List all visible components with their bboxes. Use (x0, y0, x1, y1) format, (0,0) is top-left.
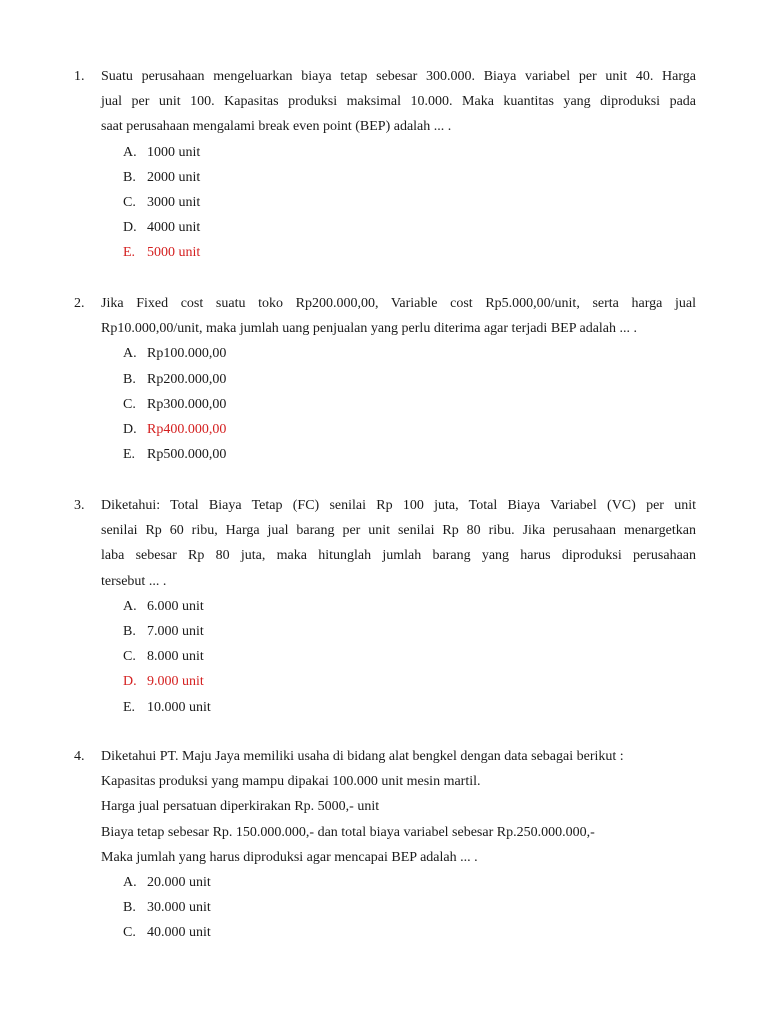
option-e (101, 442, 696, 467)
option-text: 30.000 unit (147, 900, 211, 916)
option-text: 2000 unit (147, 169, 201, 185)
option-a (101, 341, 696, 366)
option-letter: A. (123, 598, 137, 614)
question-text-line: Diketahui PT. Maju Jaya memiliki usaha di bidang alat bengkel dengan data sebagai berikut : (101, 749, 624, 764)
question-text-line: laba sebesar Rp 80 juta, maka hitunglah jumlah barang yang harus diproduksi perusahaan (101, 548, 696, 564)
question-text-line: Rp10.000,00/unit, maka jumlah uang penjualan yang perlu diterima agar terjadi BEP adalah ... . (101, 321, 638, 337)
question-number: 3. (74, 498, 85, 513)
option-b (101, 367, 696, 392)
option-text: 7.000 unit (147, 623, 204, 639)
question-text-line: jual per unit 100. Kapasitas produksi maksimal 10.000. Maka kuantitas yang diproduksi pada (101, 94, 696, 110)
option-d (101, 417, 696, 442)
option-text: Rp500.000,00 (147, 447, 227, 463)
option-text: 1000 unit (147, 144, 201, 160)
option-d (101, 215, 696, 240)
option-e (101, 695, 696, 720)
option-letter: C. (123, 194, 136, 210)
question-text-line: Harga jual persatuan diperkirakan Rp. 5000,- unit (101, 799, 380, 815)
option-b (101, 165, 696, 190)
option-letter: B. (123, 900, 136, 916)
question-text-line: senilai Rp 60 ribu, Harga jual barang per unit senilai Rp 80 ribu. Jika perusahaan menargetkan (101, 523, 696, 539)
option-b (101, 619, 696, 644)
option-c (101, 392, 696, 417)
question-text-line: Diketahui: Total Biaya Tetap (FC) senilai Rp 100 juta, Total Biaya Variabel (VC) per unit (101, 498, 696, 513)
option-text: Rp200.000,00 (147, 371, 227, 387)
option-letter: E. (123, 699, 136, 715)
option-c (101, 190, 696, 215)
option-c (101, 644, 696, 669)
option-letter: C. (123, 396, 136, 412)
option-text: 6.000 unit (147, 598, 204, 614)
question-number: 1. (74, 69, 85, 84)
option-letter: A. (123, 144, 137, 160)
option-letter: C. (123, 925, 136, 941)
option-letter: D. (123, 421, 137, 437)
option-a (101, 870, 696, 895)
option-text: 40.000 unit (147, 925, 211, 941)
option-b (101, 895, 696, 920)
question-number: 2. (74, 296, 85, 311)
option-letter: A. (123, 346, 137, 362)
option-text: 10.000 unit (147, 699, 211, 715)
option-letter: E. (123, 245, 136, 261)
option-letter: B. (123, 169, 136, 185)
option-letter: A. (123, 874, 137, 890)
option-letter: B. (123, 371, 136, 387)
option-a (101, 594, 696, 619)
option-text: Rp100.000,00 (147, 346, 227, 362)
option-text: 8.000 unit (147, 649, 204, 665)
answer-options (101, 140, 696, 266)
option-letter: C. (123, 649, 136, 665)
question-body (101, 493, 696, 720)
question-text-line: Biaya tetap sebesar Rp. 150.000.000,- dan total biaya variabel sebesar Rp.250.000.000,- (101, 824, 595, 840)
option-letter: B. (123, 623, 136, 639)
question-body (101, 291, 696, 467)
question-text-line: Kapasitas produksi yang mampu dipakai 100.000 unit mesin martil. (101, 774, 481, 790)
option-text: 9.000 unit (147, 674, 204, 690)
question-number: 4. (74, 749, 85, 764)
option-a (101, 140, 696, 165)
option-c (101, 920, 696, 945)
question-text-line: Maka jumlah yang harus diproduksi agar mencapai BEP adalah ... . (101, 849, 478, 865)
answer-options (101, 870, 696, 946)
answer-options (101, 341, 696, 467)
question-text-line: Suatu perusahaan mengeluarkan biaya tetap sebesar 300.000. Biaya variabel per unit 40. Harga (101, 69, 696, 84)
question-text-line: tersebut ... . (101, 573, 167, 589)
question-text-line: saat perusahaan mengalami break even point (BEP) adalah ... . (101, 119, 452, 135)
answer-options (101, 594, 696, 720)
option-letter: D. (123, 674, 137, 690)
question-body (101, 64, 696, 266)
option-d-correct-answer (101, 669, 696, 694)
option-letter: D. (123, 220, 137, 236)
option-text: 3000 unit (147, 194, 201, 210)
option-text: Rp300.000,00 (147, 396, 227, 412)
question-text-line: Jika Fixed cost suatu toko Rp200.000,00, Variable cost Rp5.000,00/unit, serta harga jual (101, 296, 696, 311)
option-text: 5000 unit (147, 245, 201, 261)
option-e-correct-answer (101, 240, 696, 265)
question-body (101, 744, 696, 946)
option-text: 20.000 unit (147, 874, 211, 890)
option-letter: E. (123, 447, 136, 463)
option-text: 4000 unit (147, 220, 201, 236)
option-text-correct-answer: Rp400.000,00 (147, 421, 227, 437)
